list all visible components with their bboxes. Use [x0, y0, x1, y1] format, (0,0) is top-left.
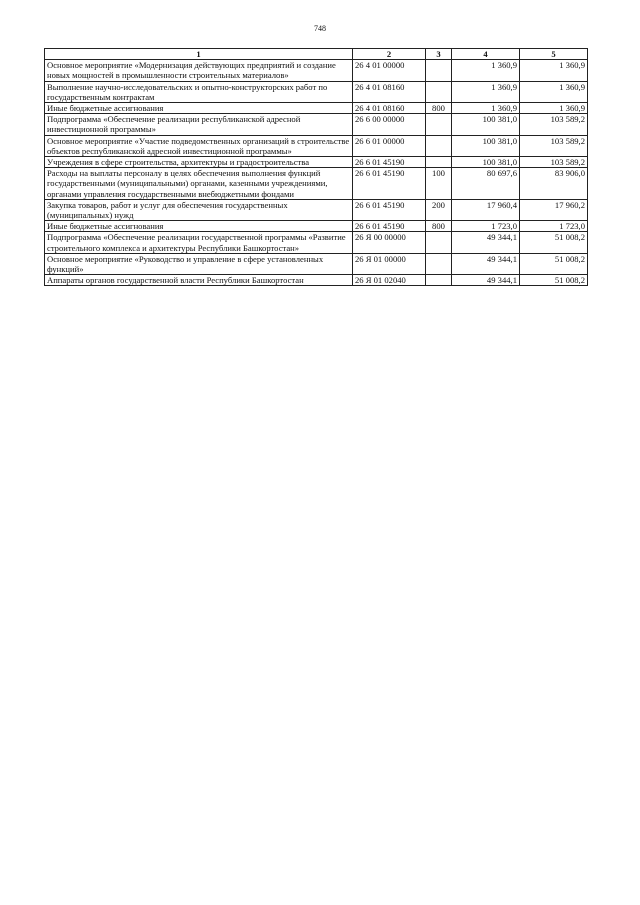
row-value-1: 80 697,6 — [452, 168, 520, 200]
row-name: Закупка товаров, работ и услуг для обеспечения государственных (муниципальных) нужд — [45, 199, 353, 220]
row-code: 26 6 01 45190 — [353, 168, 426, 200]
row-name: Иные бюджетные ассигнования — [45, 103, 353, 114]
row-expense-type: 100 — [426, 168, 452, 200]
row-expense-type — [426, 275, 452, 286]
table-row — [45, 275, 588, 286]
row-value-1: 100 381,0 — [452, 135, 520, 156]
row-code: 26 6 01 00000 — [353, 135, 426, 156]
column-header: 1 — [45, 49, 353, 60]
row-expense-type — [426, 157, 452, 168]
row-name: Аппараты органов государственной власти Республики Башкортостан — [45, 275, 353, 286]
row-value-1: 1 360,9 — [452, 81, 520, 102]
row-code: 26 4 01 00000 — [353, 60, 426, 81]
column-header: 3 — [426, 49, 452, 60]
row-value-1: 17 960,4 — [452, 199, 520, 220]
row-name: Основное мероприятие «Участие подведомственных организаций в строительстве объектов республиканской адресной инвестиционной программы» — [45, 135, 353, 156]
row-value-1: 100 381,0 — [452, 157, 520, 168]
row-value-2: 103 589,2 — [520, 114, 588, 135]
row-code: 26 6 01 45190 — [353, 157, 426, 168]
row-value-1: 49 344,1 — [452, 275, 520, 286]
row-value-2: 1 360,9 — [520, 103, 588, 114]
row-code: 26 4 01 08160 — [353, 81, 426, 102]
row-expense-type — [426, 60, 452, 81]
table-row — [45, 157, 588, 168]
row-name: Подпрограмма «Обеспечение реализации государственной программы «Развитие строительного комплекса и архитектуры Республики Башкортостан» — [45, 232, 353, 253]
row-code: 26 6 01 45190 — [353, 221, 426, 232]
table-row — [45, 81, 588, 102]
row-expense-type: 200 — [426, 199, 452, 220]
row-value-2: 51 008,2 — [520, 253, 588, 274]
row-value-2: 103 589,2 — [520, 157, 588, 168]
row-expense-type — [426, 135, 452, 156]
row-value-1: 49 344,1 — [452, 232, 520, 253]
row-value-1: 100 381,0 — [452, 114, 520, 135]
row-name: Расходы на выплаты персоналу в целях обеспечения выполнения функций государственными (муниципальными) органами, казенными учреждениями, органами управления государственными внебюджетными фондами — [45, 168, 353, 200]
row-value-2: 51 008,2 — [520, 275, 588, 286]
row-expense-type — [426, 81, 452, 102]
row-name: Подпрограмма «Обеспечение реализации республиканской адресной инвестиционной программы» — [45, 114, 353, 135]
row-value-2: 1 723,0 — [520, 221, 588, 232]
table-row — [45, 60, 588, 81]
row-expense-type — [426, 253, 452, 274]
row-expense-type — [426, 232, 452, 253]
row-code: 26 Я 00 00000 — [353, 232, 426, 253]
row-name: Основное мероприятие «Модернизация действующих предприятий и создание новых мощностей в промышленности строительных материалов» — [45, 60, 353, 81]
row-code: 26 Я 01 02040 — [353, 275, 426, 286]
row-value-1: 1 360,9 — [452, 103, 520, 114]
table-row — [45, 135, 588, 156]
row-value-2: 17 960,2 — [520, 199, 588, 220]
table-row — [45, 199, 588, 220]
table-header-row — [45, 49, 588, 60]
table-row — [45, 168, 588, 200]
table-row — [45, 232, 588, 253]
column-header: 5 — [520, 49, 588, 60]
row-expense-type — [426, 114, 452, 135]
row-value-2: 83 906,0 — [520, 168, 588, 200]
row-name: Выполнение научно-исследовательских и опытно-конструкторских работ по государственным контрактам — [45, 81, 353, 102]
row-code: 26 6 00 00000 — [353, 114, 426, 135]
column-header: 2 — [353, 49, 426, 60]
budget-table — [44, 48, 588, 286]
row-value-2: 1 360,9 — [520, 81, 588, 102]
row-value-1: 1 723,0 — [452, 221, 520, 232]
row-value-1: 49 344,1 — [452, 253, 520, 274]
row-value-2: 51 008,2 — [520, 232, 588, 253]
page-number: 748 — [314, 24, 326, 33]
row-expense-type: 800 — [426, 221, 452, 232]
row-value-2: 1 360,9 — [520, 60, 588, 81]
row-value-1: 1 360,9 — [452, 60, 520, 81]
table-row — [45, 103, 588, 114]
row-code: 26 4 01 08160 — [353, 103, 426, 114]
row-name: Учреждения в сфере строительства, архитектуры и градостроительства — [45, 157, 353, 168]
row-name: Основное мероприятие «Руководство и управление в сфере установленных функций» — [45, 253, 353, 274]
row-expense-type: 800 — [426, 103, 452, 114]
column-header: 4 — [452, 49, 520, 60]
table-row — [45, 114, 588, 135]
row-name: Иные бюджетные ассигнования — [45, 221, 353, 232]
row-code: 26 6 01 45190 — [353, 199, 426, 220]
row-code: 26 Я 01 00000 — [353, 253, 426, 274]
row-value-2: 103 589,2 — [520, 135, 588, 156]
table-row — [45, 221, 588, 232]
table-row — [45, 253, 588, 274]
